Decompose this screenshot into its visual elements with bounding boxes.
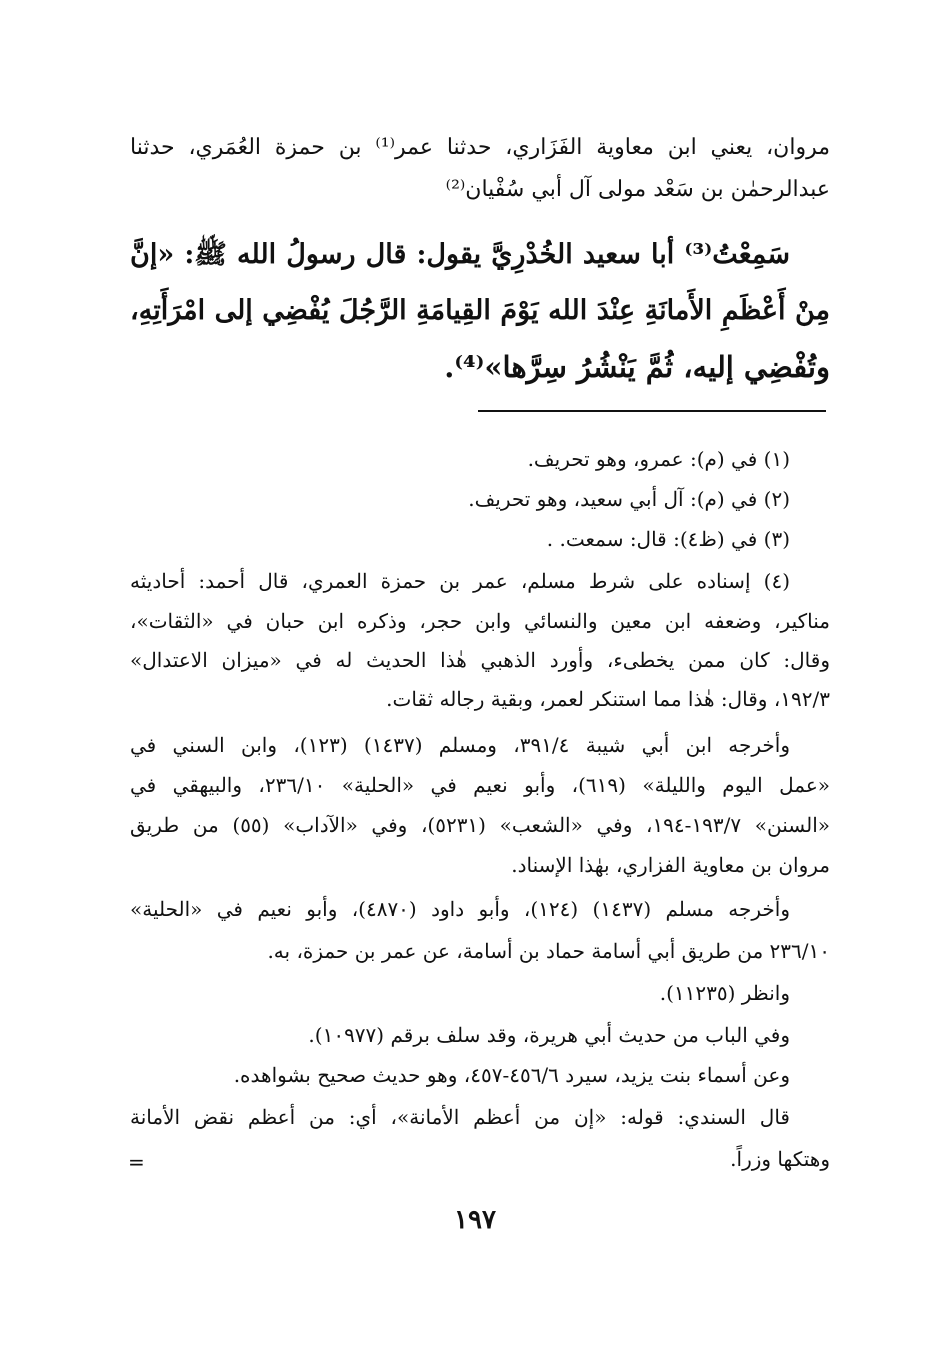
continuation-mark: = — [128, 1150, 145, 1174]
takhrij-1-line-4: مروان بن معاوية الفزاري، بهٰذا الإسناد. — [511, 853, 830, 877]
hadith-line-1: سَمِعْتُ⁽³⁾ أبا سعيد الخُدْرِيَّ يقول: قال رسولُ الله ﷺ: «إنَّ — [130, 239, 790, 270]
footnote-divider — [478, 410, 826, 412]
intro-line-2: عبدالرحمٰن بن سَعْد مولى آل أبي سُفْيان⁽²⁾ — [445, 177, 830, 202]
bab-line-1: وفي الباب من حديث أبي هريرة، وقد سلف برقم (١٠٩٧٧). — [308, 1023, 790, 1047]
footnote-2: (٢) في (م): آل أبي سعيد، وهو تحريف. — [468, 487, 790, 511]
page-number: ١٩٧ — [454, 1205, 496, 1235]
takhrij-2-line-1: وأخرجه مسلم (١٤٣٧) (١٢٤)، وأبو داود (٤٨٧٠)، وأبو نعيم في «الحلية» — [130, 897, 790, 921]
intro-line-1: مروان، يعني ابن معاوية الفَزَاري، حدثنا عمر⁽¹⁾ بن حمزة العُمَري، حدثنا — [130, 135, 830, 160]
footnote-4-line-4: ١٩٢/٣، وقال: هٰذا مما استنكر لعمر، وبقية رجاله ثقات. — [386, 687, 830, 711]
sindi-line-2: وهتكها وزراً. — [730, 1147, 830, 1171]
footnote-4-line-3: وقال: كان ممن يخطىء، وأورد الذهبي هٰذا الحديث له في «ميزان الاعتدال» — [130, 648, 830, 672]
takhrij-2-line-2: ٢٣٦/١٠ من طريق أبي أسامة حماد بن أسامة، عن عمر بن حمزة، به. — [267, 939, 830, 963]
hadith-line-2: مِنْ أَعْظَمِ الأَمانَةِ عِنْدَ الله يَوْمَ القِيامَةِ الرَّجُلَ يُفْضِي إلى امْرَأَتِهِ، — [130, 295, 830, 326]
hadith-line-3: وتُفْضِي إليه، ثُمَّ يَنْشُرُ سِرَّها»⁽⁴⁾. — [444, 350, 830, 384]
takhrij-1-line-2: «عمل اليوم والليلة» (٦١٩)، وأبو نعيم في «الحلية» ٢٣٦/١٠، والبيهقي في — [130, 773, 830, 797]
bab-line-2: وعن أسماء بنت يزيد، سيرد ٤٥٦/٦-٤٥٧، وهو حديث صحيح بشواهده. — [233, 1063, 790, 1087]
takhrij-2-line-3: وانظر (١١٢٣٥). — [659, 981, 790, 1005]
sindi-line-1: قال السندي: قوله: «إن من أعظم الأمانة»، أي: من أعظم نقض الأمانة — [130, 1105, 790, 1129]
footnote-4-line-1: (٤) إسناده على شرط مسلم، عمر بن حمزة العمري، قال أحمد: أحاديثه — [130, 569, 790, 593]
footnote-1: (١) في (م): عمرو، وهو تحريف. — [527, 447, 790, 471]
footnote-4-line-2: مناكير، وضعفه ابن معين والنسائي وابن حجر، وذكره ابن حبان في «الثقات»، — [130, 609, 830, 633]
takhrij-1-line-3: «السنن» ١٩٣/٧-١٩٤، وفي «الشعب» (٥٢٣١)، وفي «الآداب» (٥٥) من طريق — [130, 813, 830, 837]
footnote-3: (٣) في (ظ٤): قال: سمعت. . — [546, 527, 790, 551]
takhrij-1-line-1: وأخرجه ابن أبي شيبة ٣٩١/٤، ومسلم (١٤٣٧) (١٢٣)، وابن السني في — [130, 733, 790, 757]
